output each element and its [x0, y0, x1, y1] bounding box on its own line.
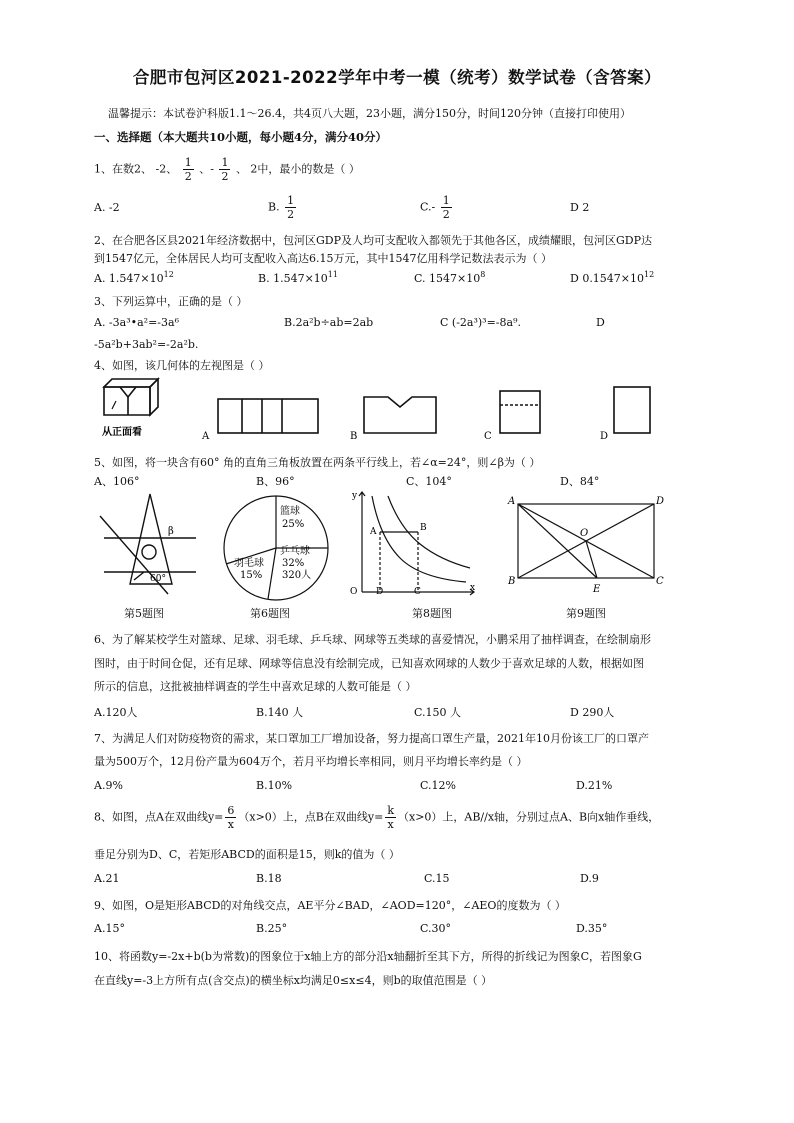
- fig9-e-label: E: [593, 584, 601, 595]
- q4-label-d: D: [600, 431, 609, 442]
- fig6-caption: 第6题图: [250, 607, 290, 620]
- fig5-angle-label: 60°: [150, 574, 166, 584]
- q5-option-a: A、106°: [94, 475, 140, 488]
- fig8-x-label: x: [470, 583, 476, 593]
- question-10-line-2: 在直线y=-3上方所有点(含交点)的横坐标x均满足0≤x≤4，则b的取值范围是（ ）: [94, 974, 493, 987]
- question-7-line-1: 7、为满足人们对防疫物资的需求，某口罩加工厂增加设备，努力提高口罩生产量，2021年10月份该工厂的口罩产: [94, 732, 649, 745]
- pie-badminton-label: 羽毛球: [234, 558, 264, 569]
- question-8-line-1: 8、如图，点A在双曲线y= $\frac{6}{x}$ （x>0）上，点B在双曲线y= $\frac{k}{x}$ （x>0）上，AB//x轴，分别过点A、B向x轴作垂线，: [94, 804, 660, 831]
- question-6-line-2: 图时，由于时间仓促，还有足球、网球等信息没有绘制完成，已知喜欢网球的人数少于喜欢足球的人数，根据如图: [94, 657, 644, 670]
- question-2-line-2: 到1547亿元，全体居民人均可支配收入高达6.15万元，其中1547亿用科学记数法表示为（ ）: [94, 252, 552, 265]
- fig8-a-label: A: [370, 527, 377, 537]
- q4-solid-figure: [104, 379, 158, 415]
- question-3: 3、下列运算中，正确的是（ ）: [94, 295, 248, 308]
- fig8-b-label: B: [420, 523, 427, 533]
- question-6-line-3: 所示的信息，这批被抽样调查的学生中喜欢足球的人数可能是（ ）: [94, 680, 417, 693]
- q1-text-c: 、 2中，最小的数是（ ）: [235, 162, 360, 176]
- q5-option-b: B、96°: [256, 475, 295, 488]
- q9-option-c: C.30°: [420, 922, 452, 935]
- q1-option-a: A. -2: [94, 201, 120, 214]
- question-9: 9、如图，O是矩形ABCD的对角线交点，AE平分∠BAD，∠AOD=120°，∠AEO的度数为（ ）: [94, 899, 566, 912]
- q1-text-b: 、-: [199, 162, 214, 176]
- q6-option-c: C.150 人: [414, 706, 462, 719]
- fig9-c-label: C: [656, 576, 664, 587]
- pie-basketball-pct: 25%: [282, 519, 305, 530]
- question-6-line-1: 6、为了解某校学生对篮球、足球、羽毛球、乒乓球、网球等五类球的喜爱情况，小鹏采用了抽样调查，在绘制扇形: [94, 633, 651, 646]
- question-5: 5、如图，将一块含有60° 角的直角三角板放置在两条平行线上，若∠α=24°，则∠β为（ ）: [94, 456, 541, 469]
- q7-option-d: D.21%: [576, 779, 613, 792]
- fraction-6-over-x: $\frac{6}{x}$: [227, 804, 235, 831]
- q3-option-a: A. -3a³•a²=-3a⁶: [94, 316, 179, 329]
- q7-option-b: B.10%: [256, 779, 293, 792]
- question-10-line-1: 10、将函数y=-2x+b(b为常数)的图象位于x轴上方的部分沿x轴翻折至其下方，所得的折线记为图象C，若图象G: [94, 950, 642, 963]
- q3-option-b: B.2a²b÷ab=2ab: [284, 316, 374, 329]
- q3-option-c: C (-2a³)³=-8a⁹.: [440, 316, 521, 329]
- fig5-beta-label: β: [168, 526, 174, 537]
- q1-option-c: C.- $\frac{1}{2}$: [420, 194, 450, 221]
- pie-pingpong-pct: 32%: [282, 558, 305, 569]
- q5-option-d: D、84°: [560, 475, 600, 488]
- pie-basketball-label: 篮球: [280, 506, 300, 517]
- pie-pingpong-label: 乒乓球: [280, 546, 310, 557]
- fig9-o-label: O: [580, 528, 589, 539]
- q9-option-b: B.25°: [256, 922, 288, 935]
- section-heading: 一、选择题（本大题共10小题，每小题4分，满分40分）: [94, 130, 388, 144]
- q2-option-b: B. $1.547\times 10^{11}$: [258, 270, 338, 285]
- q4-front-label: 从正面看: [102, 427, 142, 438]
- q4-label-b: B: [350, 431, 358, 442]
- fig9-d-label: D: [656, 496, 665, 507]
- q1-option-b: B. $\frac{1}{2}$: [268, 194, 295, 221]
- q8-option-b: B.18: [256, 872, 282, 885]
- q1-option-d: D 2: [570, 201, 590, 214]
- question-2-line-1: 2、在合肥各区县2021年经济数据中，包河区GDP及人均可支配收入都领先于其他各区，成绩耀眼，包河区GDP达: [94, 234, 653, 247]
- q8-option-d: D.9: [580, 872, 599, 885]
- fraction-half: $\frac{1}{2}$: [184, 156, 192, 183]
- fig8-d-label: D: [376, 587, 384, 597]
- fig8-y-label: y: [352, 491, 358, 501]
- q6-option-b: B.140 人: [256, 706, 304, 719]
- question-7-line-2: 量为500万个，12月份产量为604万个，若月平均增长率相同，则月平均增长率约是（ ）: [94, 755, 528, 768]
- q4-option-b-figure: [364, 397, 436, 433]
- fraction-k-over-x: $\frac{k}{x}$: [387, 804, 394, 831]
- q4-figures: [0, 375, 794, 445]
- q6-option-d: D 290人: [570, 706, 615, 719]
- q3-option-d-content: -5a²b+3ab²=-2a²b.: [94, 338, 199, 351]
- q2-option-d: D $0.1547\times 10^{12}$: [570, 270, 655, 285]
- q4-option-d-figure: [614, 387, 650, 433]
- fig6-pie-chart: [224, 496, 328, 600]
- fig9-a-label: A: [508, 496, 516, 507]
- q8-option-c: C.15: [424, 872, 450, 885]
- q7-option-c: C.12%: [420, 779, 456, 792]
- pie-badminton-pct: 15%: [240, 570, 263, 581]
- fig5-caption: 第5题图: [124, 607, 164, 620]
- fig8-origin-label: O: [350, 587, 358, 597]
- fraction-half: $\frac{1}{2}$: [221, 156, 229, 183]
- fig8-c-label: C: [414, 587, 421, 597]
- fig9-rectangle-figure: [518, 504, 654, 578]
- exam-hint: 温馨提示：本试卷沪科版1.1～26.4，共4页八大题，23小题，满分150分，时间120分钟（直接打印使用）: [108, 107, 631, 120]
- question-8-line-2: 垂足分别为D、C，若矩形ABCD的面积是15，则k的值为（ ）: [94, 848, 400, 861]
- fig5-parallel-lines-triangle: [100, 494, 196, 594]
- fig8-caption: 第8题图: [412, 607, 452, 620]
- q4-option-a-figure: [218, 399, 318, 433]
- q4-label-c: C: [484, 431, 492, 442]
- page-title: 合肥市包河区2021-2022学年中考一模（统考）数学试卷（含答案）: [132, 68, 662, 87]
- q3-option-d: D: [596, 316, 605, 329]
- q4-option-c-figure: [500, 391, 540, 433]
- q5-option-c: C、104°: [406, 475, 452, 488]
- q2-option-c: C. $1547\times 10^8$: [414, 270, 486, 285]
- q1-text-a: 1、在数2、 -2、: [94, 162, 178, 176]
- fig8-hyperbola-graph: [359, 492, 474, 595]
- q2-option-a: A. $1.547\times 10^{12}$: [94, 270, 174, 285]
- q9-option-d: D.35°: [576, 922, 608, 935]
- q9-option-a: A.15°: [94, 922, 125, 935]
- q6-option-a: A.120人: [94, 706, 138, 719]
- fig9-b-label: B: [508, 576, 516, 587]
- question-4: 4、如图，该几何体的左视图是（ ）: [94, 359, 270, 372]
- pie-pingpong-count: 320人: [282, 570, 312, 581]
- q7-option-a: A.9%: [94, 779, 123, 792]
- q4-label-a: A: [202, 431, 210, 442]
- question-1: [94, 156, 360, 183]
- fig9-caption: 第9题图: [566, 607, 606, 620]
- figures-row: [0, 488, 794, 603]
- q8-option-a: A.21: [94, 872, 120, 885]
